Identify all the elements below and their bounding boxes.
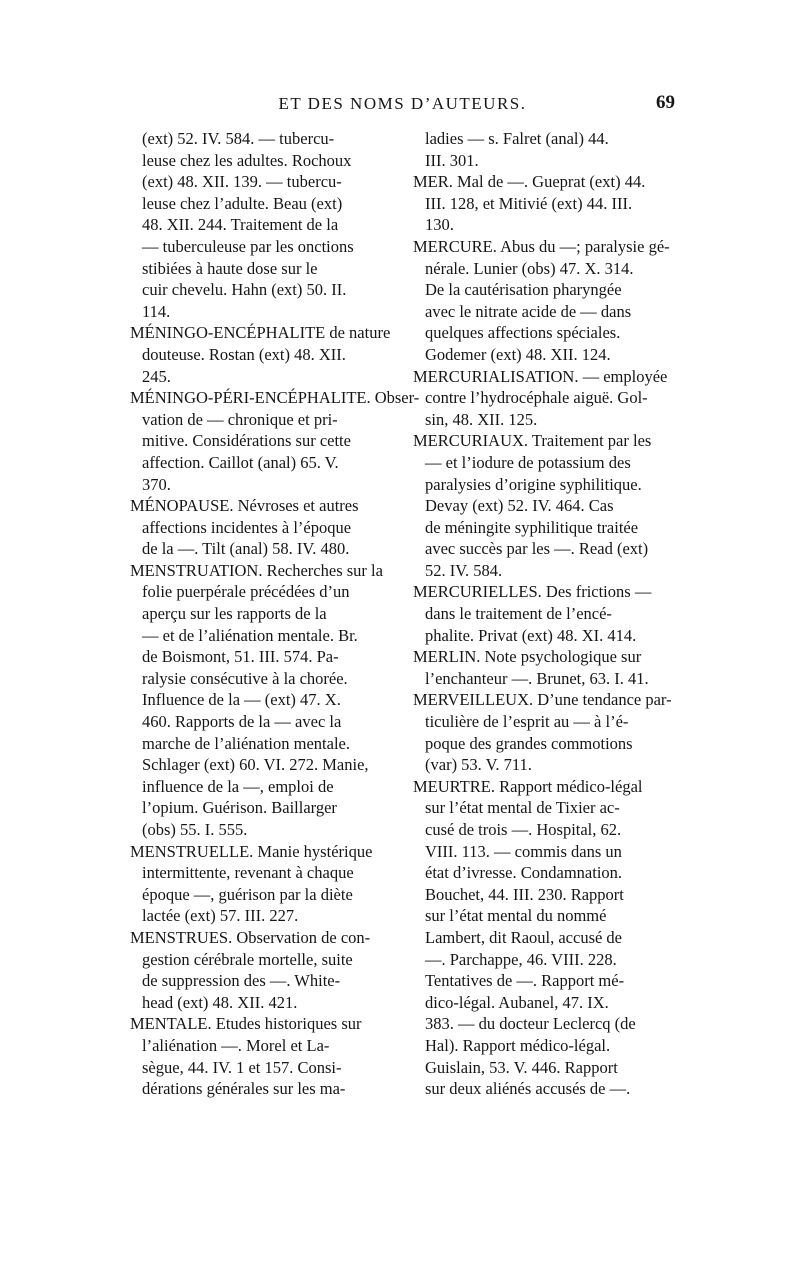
index-text-line: de Boismont, 51. III. 574. Pa- — [142, 647, 339, 667]
index-text-line: sur l’état mental de Tixier ac- — [425, 798, 620, 818]
index-text-line: 114. — [142, 301, 171, 321]
index-text-line: sègue, 44. IV. 1 et 157. Consi- — [142, 1057, 342, 1077]
index-text-line: 52. IV. 584. — [425, 560, 503, 580]
index-text-line: Lambert, dit Raoul, accusé de — [425, 927, 623, 947]
index-text-line: sur deux aliénés accusés de —. — [425, 1079, 631, 1099]
index-text-line: phalite. Privat (ext) 48. XI. 414. — [425, 625, 637, 645]
index-text-line: affections incidentes à l’époque — [142, 517, 352, 537]
index-text-line: — tuberculeuse par les onctions — [142, 236, 354, 256]
index-text-line: VIII. 113. — commis dans un — [425, 841, 622, 861]
index-text-line: (ext) 48. XII. 139. — tubercu- — [142, 172, 342, 192]
index-text-line: mitive. Considérations sur cette — [142, 431, 351, 451]
index-text-line: sin, 48. XII. 125. — [425, 409, 538, 429]
running-header — [130, 92, 675, 122]
index-text-line: (ext) 52. IV. 584. — tubercu- — [142, 129, 335, 148]
index-text-line: de la —. Tilt (anal) 58. IV. 480. — [142, 539, 350, 559]
index-text-line: Devay (ext) 52. IV. 464. Cas — [425, 496, 614, 516]
index-text-line: — et de l’aliénation mentale. Br. — [142, 625, 358, 645]
running-title: ET DES NOMS D’AUTEURS. — [278, 94, 527, 113]
index-text-line: III. 301. — [425, 150, 479, 170]
index-entry-heading-line: MENSTRUELLE. Manie hystérique — [130, 841, 373, 861]
index-text-line: ladies — s. Falret (anal) 44. — [425, 129, 609, 148]
index-text-line: cuir chevelu. Hahn (ext) 50. II. — [142, 280, 347, 300]
index-text-line: folie puerpérale précédées d’un — [142, 582, 350, 602]
index-entry-heading-line: MERVEILLEUX. D’une tendance par- — [413, 690, 672, 710]
index-text-line: (var) 53. V. 711. — [425, 755, 532, 775]
index-entry-heading-line: MERCURIAUX. Traitement par les — [413, 431, 652, 451]
index-text-line: 383. — du docteur Leclercq (de — [425, 1014, 636, 1034]
index-text-line: 370. — [142, 474, 171, 494]
index-text-line: de suppression des —. White- — [142, 971, 341, 991]
index-text-line: stibiées à haute dose sur le — [142, 258, 318, 278]
index-text-line: De la cautérisation pharyngée — [425, 280, 622, 300]
index-text-line: III. 128, et Mitivié (ext) 44. III. — [425, 193, 633, 213]
index-text-line: ralysie consécutive à la chorée. — [142, 668, 348, 688]
index-entry-heading-line: MÉNINGO-PÉRI-ENCÉPHALITE. Obser- — [130, 388, 420, 408]
index-text-line: contre l’hydrocéphale aiguë. Gol- — [425, 388, 648, 408]
index-text-line: état d’ivresse. Condamnation. — [425, 863, 623, 883]
index-text-line: leuse chez les adultes. Rochoux — [142, 150, 352, 170]
index-text-line: l’aliénation —. Morel et La- — [142, 1035, 330, 1055]
right-column — [413, 128, 693, 1100]
index-text-line: gestion cérébrale mortelle, suite — [142, 949, 353, 969]
index-text-line: Influence de la — (ext) 47. X. — [142, 690, 341, 710]
index-text-line: nérale. Lunier (obs) 47. X. 314. — [425, 258, 634, 278]
index-text-line: Schlager (ext) 60. VI. 272. Manie, — [142, 755, 369, 775]
index-text-line: cusé de trois —. Hospital, 62. — [425, 820, 622, 839]
index-text-line: dans le traitement de l’encé- — [425, 604, 612, 624]
page-number: 69 — [656, 92, 675, 113]
index-text-line: aperçu sur les rapports de la — [142, 604, 327, 624]
index-text-line: head (ext) 48. XII. 421. — [142, 992, 298, 1012]
index-text-line: douteuse. Rostan (ext) 48. XII. — [142, 344, 346, 364]
index-entry-heading-line: MERCURIELLES. Des frictions — — [413, 582, 652, 602]
index-text-line: intermittente, revenant à chaque — [142, 863, 354, 883]
index-text-line: marche de l’aliénation mentale. — [142, 733, 350, 753]
index-entry-heading-line: MENSTRUES. Observation de con- — [130, 927, 371, 947]
index-text-line: l’enchanteur —. Brunet, 63. I. 41. — [425, 668, 649, 688]
index-entry-heading-line: MENSTRUATION. Recherches sur la — [130, 560, 383, 580]
index-entry-heading-line: MERCURE. Abus du —; paralysie gé- — [413, 236, 670, 256]
index-text-line: (obs) 55. I. 555. — [142, 820, 248, 839]
index-text-line: avec le nitrate acide de — dans — [425, 301, 632, 321]
index-text-line: Guislain, 53. V. 446. Rapport — [425, 1057, 618, 1077]
index-text-line: quelques affections spéciales. — [425, 323, 621, 343]
index-text-line: poque des grandes commotions — [425, 733, 633, 753]
index-text-line: 460. Rapports de la — avec la — [142, 712, 342, 732]
index-text-line: lactée (ext) 57. III. 227. — [142, 906, 299, 926]
index-text-line: Godemer (ext) 48. XII. 124. — [425, 344, 611, 364]
index-text-line: 130. — [425, 215, 454, 235]
index-entry-heading-line: MEURTRE. Rapport médico-légal — [413, 776, 643, 796]
left-column — [130, 128, 420, 1100]
index-entry-heading-line: MERLIN. Note psychologique sur — [413, 647, 642, 667]
index-text-line: l’opium. Guérison. Baillarger — [142, 798, 337, 818]
index-text-line: ticulière de l’esprit au — à l’é- — [425, 712, 629, 732]
index-entry-heading-line: MERCURIALISATION. — employée — [413, 366, 668, 386]
index-text-line: —. Parchappe, 46. VIII. 228. — [425, 949, 617, 969]
index-text-line: dico-légal. Aubanel, 47. IX. — [425, 992, 609, 1012]
index-text-line: Tentatives de —. Rapport mé- — [425, 971, 625, 991]
index-text-line: paralysies d’origine syphilitique. — [425, 474, 642, 494]
index-text-line: vation de — chronique et pri- — [142, 409, 338, 429]
index-entry-heading-line: MER. Mal de —. Gueprat (ext) 44. — [413, 172, 646, 192]
index-text-line: influence de la —, emploi de — [142, 776, 334, 796]
index-text-line: de méningite syphilitique traitée — [425, 517, 639, 537]
index-text-line: Bouchet, 44. III. 230. Rapport — [425, 884, 624, 904]
index-text-line: leuse chez l’adulte. Beau (ext) — [142, 193, 343, 213]
index-text-line: dérations générales sur les ma- — [142, 1079, 346, 1099]
index-text-line: époque —, guérison par la diète — [142, 884, 353, 904]
index-entry-heading-line: MÉNOPAUSE. Névroses et autres — [130, 496, 359, 516]
index-text-line: avec succès par les —. Read (ext) — [425, 539, 649, 559]
index-entry-heading-line: MÉNINGO-ENCÉPHALITE de nature — [130, 323, 391, 343]
index-text-line: affection. Caillot (anal) 65. V. — [142, 452, 339, 472]
index-text-line: 245. — [142, 366, 171, 386]
index-text-line: Hal). Rapport médico-légal. — [425, 1035, 611, 1055]
index-text-line: — et l’iodure de potassium des — [425, 452, 631, 472]
index-text-line: 48. XII. 244. Traitement de la — [142, 215, 339, 235]
index-entry-heading-line: MENTALE. Etudes historiques sur — [130, 1014, 362, 1034]
index-text-line: sur l’état mental du nommé — [425, 906, 607, 926]
